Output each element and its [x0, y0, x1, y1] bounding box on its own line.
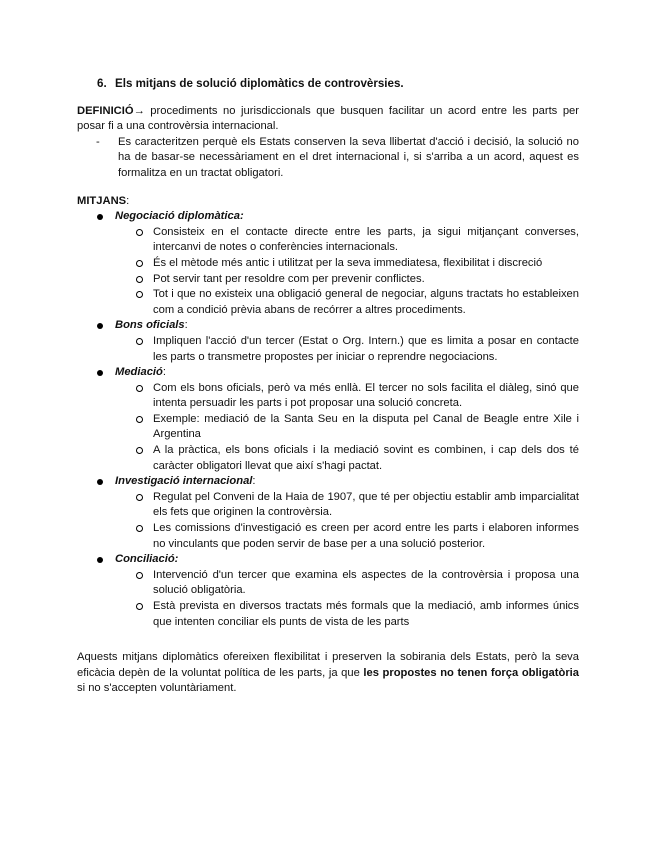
item-separator: :: [184, 319, 188, 332]
closing-text-end: si no s'accepten voluntàriament.: [77, 682, 237, 695]
list-item: [153, 568, 579, 599]
bullet-icon: [97, 214, 103, 220]
list-item: [153, 272, 579, 288]
item-text: Consisteix en el contacte directe entre les parts, ja sigui mitjançant converses, intercanvi de notes o conferències internacionals.: [153, 225, 579, 254]
list-item: [153, 412, 579, 443]
circle-bullet-icon: [136, 447, 143, 454]
circle-bullet-icon: [136, 603, 143, 610]
circle-bullet-icon: [136, 276, 143, 283]
list-item: [115, 318, 579, 365]
sub-list: [115, 334, 579, 365]
list-item: [96, 135, 579, 182]
circle-bullet-icon: [136, 572, 143, 579]
item-text: A la pràctica, els bons oficials i la mediació sovint es combinen, i cap dels dos té caràcter obligatori llevat que així s'hagi pactat.: [153, 444, 579, 472]
list-item: [153, 381, 579, 412]
item-text: Intervenció d'un tercer que examina els aspectes de la controvèrsia i proposa una solució obligatòria.: [153, 568, 579, 597]
list-item: [153, 521, 579, 552]
definition-label: DEFINICIÓ: [77, 104, 134, 117]
circle-bullet-icon: [136, 416, 143, 423]
list-item: [153, 490, 579, 521]
list-item: [115, 365, 579, 474]
item-text: Impliquen l'acció d'un tercer (Estat o Org. Intern.) que es limita a posar en contacte les parts o transmetre propostes per iniciar o reprendre negociacions.: [153, 334, 579, 363]
mitjans-colon: :: [126, 194, 130, 207]
item-title: Conciliació:: [115, 553, 179, 566]
item-text: Tot i que no existeix una obligació general de negociar, alguns tractats ho estableixen com a condició prèvia abans de recórrer a altres procediments.: [153, 288, 579, 316]
section-number: 6.: [97, 77, 107, 90]
list-item: [153, 287, 579, 318]
item-title: Negociació diplomàtica:: [115, 210, 244, 223]
list-item: [153, 599, 579, 630]
item-text: Exemple: mediació de la Santa Seu en la disputa pel Canal de Beagle entre Xile i Argentina: [153, 412, 579, 441]
item-title: Investigació internacional: [115, 475, 253, 488]
circle-bullet-icon: [136, 291, 143, 298]
item-text: Les comissions d'investigació es creen per acord entre les parts i elaboren informes no vinculants que poden servir de base per a una solució posterior.: [153, 522, 579, 550]
closing-paragraph: [77, 650, 579, 697]
sub-list: [115, 225, 579, 319]
bullet-icon: [97, 557, 103, 563]
bullet-icon: [97, 370, 103, 376]
closing-text: Aquests mitjans diplomàtics ofereixen flexibilitat i preserven la sobirania dels Estats, però la seva eficàcia depèn de la voluntat política de les parts, ja que: [77, 651, 579, 679]
item-separator: :: [162, 366, 166, 379]
item-text: Està prevista en diversos tractats més formals que la mediació, amb informes únics que intenten conciliar els punts de vista de les parts: [153, 600, 579, 628]
definition-paragraph: [77, 104, 579, 135]
list-item: [153, 443, 579, 474]
list-item: [115, 552, 579, 630]
item-title: Mediació: [115, 366, 163, 379]
mitjans-heading: [77, 194, 579, 210]
circle-bullet-icon: [136, 260, 143, 267]
definition-dash-list: [77, 135, 579, 182]
item-text: Pot servir tant per resoldre com per prevenir conflictes.: [153, 272, 425, 285]
item-text: Regulat pel Conveni de la Haia de 1907, que té per objectiu establir amb imparcialitat els fets que originen la controvèrsia.: [153, 490, 579, 519]
sub-list: [115, 490, 579, 552]
item-separator: :: [252, 475, 256, 488]
item-text: Com els bons oficials, però va més enllà. El tercer no sols facilita el diàleg, sinó que intenta persuadir les parts i pot proposar una solució concreta.: [153, 381, 579, 410]
sub-list: [115, 381, 579, 475]
list-item: [115, 209, 579, 318]
section-heading: [97, 76, 579, 92]
circle-bullet-icon: [136, 338, 143, 345]
section-title: Els mitjans de solució diplomàtics de controvèrsies.: [115, 77, 404, 90]
mitjans-label: MITJANS: [77, 194, 127, 207]
list-item: [115, 474, 579, 552]
closing-bold-text: les propostes no tenen força obligatòria: [363, 666, 580, 679]
item-text: És el mètode més antic i utilitzat per la seva immediatesa, flexibilitat i discreció: [153, 256, 543, 269]
list-item: [153, 225, 579, 256]
sub-list: [115, 568, 579, 630]
document-page: [77, 76, 579, 697]
dash-marker: -: [96, 135, 100, 148]
item-title: Bons oficials: [115, 319, 185, 332]
list-item: [153, 256, 579, 272]
arrow-icon: →: [133, 104, 145, 117]
bullet-icon: [97, 479, 103, 485]
circle-bullet-icon: [136, 229, 143, 236]
bullet-icon: [97, 323, 103, 329]
circle-bullet-icon: [136, 385, 143, 392]
list-item: [153, 334, 579, 365]
definition-sub-text: Es caracteritzen perquè els Estats conserven la seva llibertat d'acció i decisió, la solució no ha de basar-se necessàriament en el dret internacional i, si s'arriba a un acord, aquest es formalitza en un tractat obligatori.: [118, 135, 579, 179]
definition-text: procediments no jurisdiccionals que busquen facilitar un acord entre les parts per posar fi a una controvèrsia internacional.: [77, 104, 579, 133]
circle-bullet-icon: [136, 525, 143, 532]
mitjans-list: [77, 209, 579, 630]
circle-bullet-icon: [136, 494, 143, 501]
